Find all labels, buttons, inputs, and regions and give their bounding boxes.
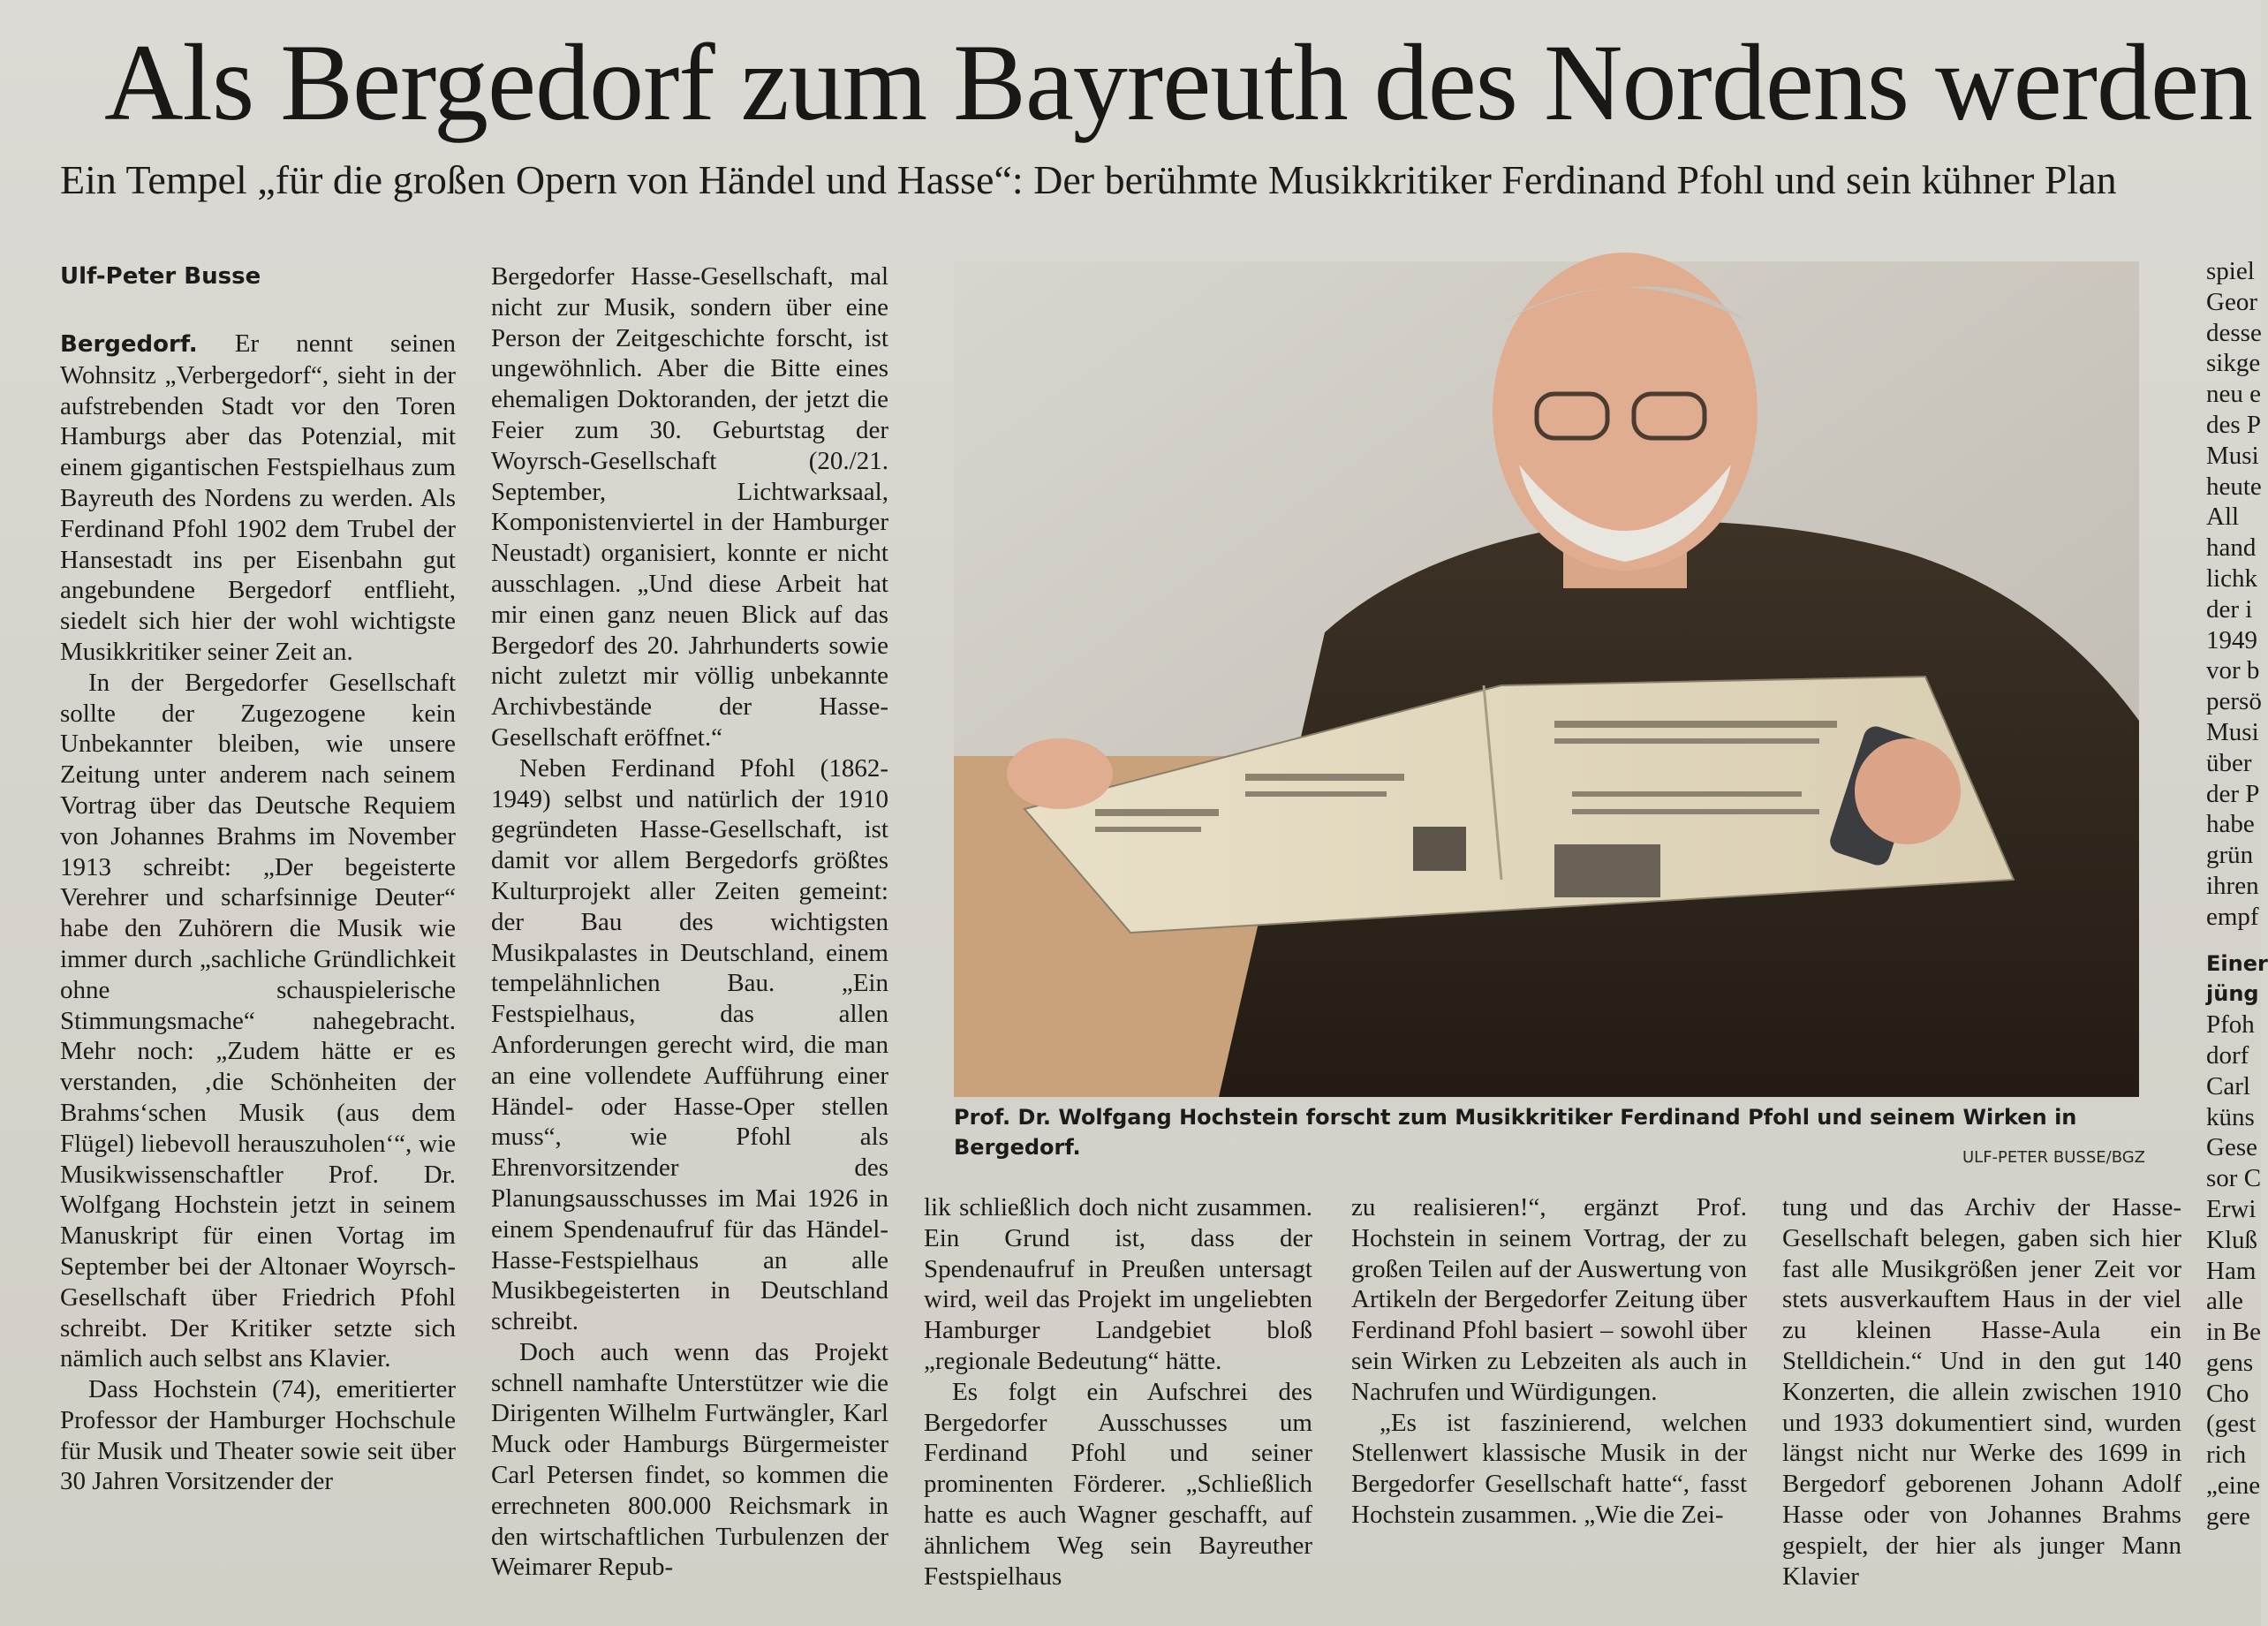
fragment-line: lichk <box>2206 563 2257 593</box>
fragment-line: Kluß <box>2206 1225 2257 1254</box>
fragment-line: neu e <box>2206 380 2261 409</box>
paragraph: Dass Hochstein (74), emeritierter Professor der Hamburger Hochschule für Musik und Theater sowie seit über 30 Jahren Vorsitzender der <box>60 1375 456 1496</box>
fragment-line: gens <box>2206 1348 2254 1377</box>
headline: Als Bergedorf zum Bayreuth des Nordens werden <box>104 22 2253 143</box>
fragment-line: Gese <box>2206 1133 2257 1162</box>
fragment-line: vor b <box>2206 656 2260 685</box>
article-column-5 <box>1782 1192 2181 1626</box>
fragment-line: gere <box>2206 1501 2250 1531</box>
fragment-line: heute <box>2206 472 2262 501</box>
fragment-line: der i <box>2206 594 2253 624</box>
fragment-line: sor C <box>2206 1164 2262 1193</box>
fragment-line: spiel <box>2206 257 2255 285</box>
dateline: Bergedorf. <box>60 331 198 358</box>
fragment-line: Musi <box>2206 717 2259 746</box>
fragment-line: dorf <box>2206 1040 2249 1070</box>
paragraph: Neben Ferdinand Pfohl (1862-1949) selbst und natürlich der 1910 gegründeten Hasse-Gesellschaft, ist damit vor allem Bergedorfs größtes Kulturprojekt aller Zeiten gemeint: der Bau des wichtigsten Musikpalastes in Deutschland, einem tempelähnlichen Bau. „Ein Festspielhaus, das allen Anforderungen gerecht wird, die man an eine vollendete Aufführung einer Händel- oder Hasse-Oper stellen muss“, wie Pfohl als Ehrenvorsitzender des Planungsausschusses im Mai 1926 in einem Spendenaufruf für das Händel-Hasse-Festspielhaus an alle Musikbegeisterten in Deutschland schreibt. <box>491 753 888 1336</box>
fragment-line: hand <box>2206 533 2257 563</box>
fragment-line: habe <box>2206 810 2255 839</box>
paragraph: In der Bergedorfer Gesellschaft sollte der Zugezogene kein Unbekannter bleiben, wie unsere Zeitung unter anderem nach seinem Vortrag über das Deutsche Requiem von Johannes Brahms im November 1913 schreibt: „Der begeisterte Verehrer und scharfsinnige Deuter“ habe den Zuhörern die Musik wie immer durch „sachliche Gründlichkeit ohne schauspielerische Stimmungsmache“ nahegebracht. Mehr noch: „Zudem hätte er es verstanden, ‚die Schönheiten der Brahms‘schen Musik (aus dem Flügel) liebevoll herauszuholen‘“, wie Musikwissenschaftler Prof. Dr. Wolfgang Hochstein jetzt in seinem Manuskript für einen Vortag im September bei der Altonaer Woyrsch-Gesellschaft über Friedrich Pfohl schreibt. Der Kritiker setzte sich nämlich auch selbst ans Klavier. <box>60 668 456 1373</box>
fragment-line: All <box>2206 503 2240 532</box>
fragment-line: in Be <box>2206 1318 2262 1347</box>
paragraph: Es folgt ein Aufschrei des Bergedorfer Ausschusses um Ferdinand Pfohl und seiner prominenten Förderer. „Schließlich hatte es auch Wagner geschafft, auf ähnlichem Weg sein Bayreuther Festspielhaus <box>924 1377 1312 1591</box>
article-photo <box>954 261 2139 1097</box>
paragraph-text: Er nennt seinen Wohnsitz „Verbergedorf“, sieht in der aufstrebenden Stadt vor den Toren Hamburgs aber das Potenzial, mit einem gigantischen Festspielhaus zum Bayreuth des Nordens zu werden. Als Ferdinand Pfohl 1902 dem Trubel der Hansestadt ins per Eisenbahn gut angebundene Bergedorf entflieht, siedelt sich hier der wohl wichtigste Musikkritiker seiner Zeit an. <box>60 329 456 666</box>
photo-caption: Prof. Dr. Wolfgang Hochstein forscht zum Musikkritiker Ferdinand Pfohl und seinem Wirken in Bergedorf. <box>954 1105 2077 1160</box>
photo-illustration <box>954 261 2139 1097</box>
byline: Ulf-Peter Busse <box>60 263 261 290</box>
article-column-3 <box>924 1192 1312 1626</box>
fragment-line: Cho <box>2206 1379 2249 1408</box>
fragment-line: Musi <box>2206 441 2259 470</box>
paragraph: Bergedorfer Hasse-Gesellschaft, mal nicht zur Musik, sondern über eine Person der Zeitgeschichte forscht, ist ungewöhnlich. Aber die Bitte eines ehemaligen Doktoranden, der jetzt die Feier zum 30. Geburtstag der Woyrsch-Gesellschaft (20./21. September, Lichtwarksaal, Komponistenviertel in der Hamburger Neustadt) organisiert, konnte er nicht ausschlagen. „Und diese Arbeit hat mir einen ganz neuen Blick auf das Bergedorf des 20. Jahrhunderts sowie nicht zuletzt mir völlig unbekannte Archivbestände der Hasse-Gesellschaft eröffnet.“ <box>491 262 888 752</box>
fragment-line: persö <box>2206 687 2262 716</box>
fragment-line: der P <box>2206 779 2260 808</box>
fragment-line: Erwi <box>2206 1194 2257 1223</box>
fragment-line: „eine <box>2206 1471 2261 1501</box>
paragraph: zu realisieren!“, ergänzt Prof. Hochstein in seinem Vortrag, der zu großen Teilen auf der Auswertung von Artikeln der Bergedorfer Zeitung über Ferdinand Pfohl basiert – sowohl über sein Wirken zu Lebzeiten als auch in Nachrufen und Würdigungen. <box>1351 1193 1747 1406</box>
fragment-line: des P <box>2206 410 2262 439</box>
fragment-line: Geor <box>2206 287 2257 316</box>
fragment-line: (gest <box>2206 1410 2257 1439</box>
fragment-line: rich <box>2206 1441 2247 1470</box>
fragment-line: alle <box>2206 1287 2243 1316</box>
fragment-line: Carl <box>2206 1071 2250 1100</box>
neighbor-column-fragments <box>2206 256 2268 1532</box>
fragment-line: Ham <box>2206 1256 2257 1285</box>
subheadline: Ein Tempel „für die großen Opern von Händel und Hasse“: Der berühmte Musikkritiker Ferdinand Pfohl und sein kühner Plan <box>60 157 2117 202</box>
paragraph: Doch auch wenn das Projekt schnell namhafte Unterstützer wie die Dirigenten Wilhelm Furtwängler, Karl Muck oder Hamburgs Bürgermeister Carl Petersen findet, so kommen die errechneten 800.000 Reichsmark in den wirtschaftlichen Turbulenzen der Weimarer Repub- <box>491 1337 888 1582</box>
paragraph <box>60 329 456 668</box>
fragment-line: grün <box>2206 841 2254 870</box>
paragraph: tung und das Archiv der Hasse-Gesellschaft belegen, gaben sich hier fast alle Musikgrößen jener Zeit vor stets ausverkauftem Haus in der viel zu kleinen Hasse-Aula ein Stelldichein.“ Und in den gut 140 Konzerten, die allein zwischen 1910 und 1933 dokumentiert sind, wurden längst nicht nur Werke des 1699 in Bergedorf geborenen Johann Adolf Hasse oder von Johannes Brahms gespielt, der hier als junger Mann Klavier <box>1782 1193 2181 1591</box>
article-column-1 <box>60 329 456 1626</box>
fragment-line: ihren <box>2206 871 2259 900</box>
fragment-line: empf <box>2206 902 2259 931</box>
fragment-line: Einer <box>2206 950 2268 976</box>
photo-credit: ULF-PETER BUSSE/BGZ <box>1962 1148 2145 1167</box>
paragraph: „Es ist faszinierend, welchen Stellenwert klassische Musik in der Bergedorfer Gesellschaft hatte“, fasst Hochstein zusammen. „Wie die Zei- <box>1351 1408 1747 1529</box>
fragment-line: küns <box>2206 1102 2255 1131</box>
fragment-line: 1949 <box>2206 625 2257 654</box>
paragraph: lik schließlich doch nicht zusammen. Ein Grund ist, dass der Spendenaufruf in Preußen untersagt wird, weil das Projekt im ungeliebten Hamburger Landgebiet bloß „regionale Bedeutung“ hätte. <box>924 1193 1312 1375</box>
fragment-line: desse <box>2206 318 2262 347</box>
article-column-2 <box>491 261 888 1626</box>
article-column-4 <box>1351 1192 1747 1626</box>
fragment-line: sikge <box>2206 349 2261 378</box>
fragment-line: Pfoh <box>2206 1010 2255 1040</box>
fragment-line: jüng <box>2206 981 2259 1007</box>
fragment-line: über <box>2206 748 2252 777</box>
